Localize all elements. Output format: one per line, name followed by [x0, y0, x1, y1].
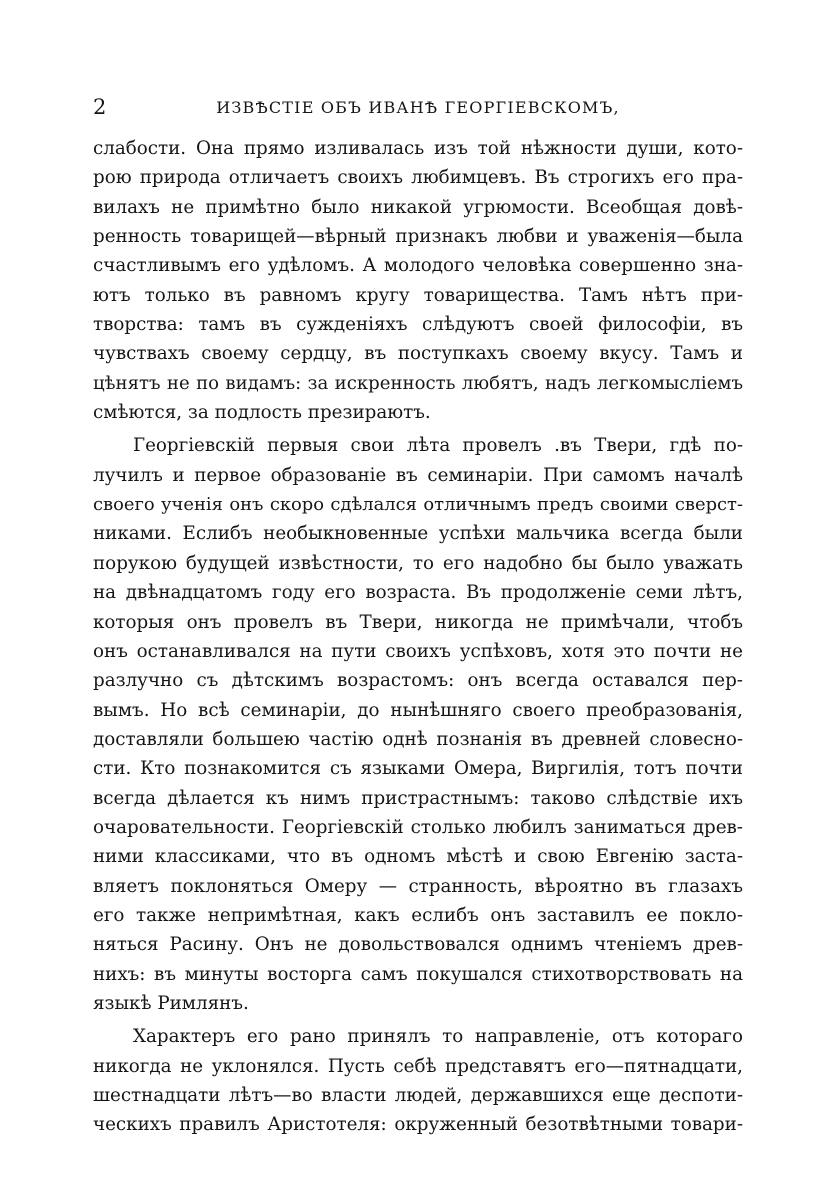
page-header	[93, 94, 743, 120]
text-line: своего ученія онъ скоро сдѣлался отличнымъ предъ своими сверст-	[93, 494, 743, 516]
text-line: цѣнятъ не по видамъ: за искренность любятъ, надъ легкомысліемъ	[93, 372, 743, 394]
text-line: рою природа отличаетъ своихъ любимцевъ. Въ строгихъ его пра-	[93, 167, 743, 189]
text-line: Характеръ его рано принялъ то направленіе, отъ котораго	[133, 1026, 743, 1048]
text-line: вымъ. Но всѣ семинаріи, до нынѣшняго своего преобразованія,	[93, 699, 743, 721]
text-line: счастливымъ его удѣломъ. А молодого человѣка совершенно зна-	[93, 255, 743, 277]
text-line: никогда не уклонялся. Пусть себѣ представятъ его—пятнадцати,	[93, 1055, 743, 1077]
text-line: шестнадцати лѣтъ—во власти людей, державшихся еще деспоти-	[93, 1085, 743, 1106]
page-number: 2	[93, 95, 107, 119]
text-line: ними классиками, что въ одномъ мѣстѣ и свою Евгенію заста-	[93, 846, 743, 868]
body-text	[93, 134, 743, 1140]
text-line: порукою будущей извѣстности, то его надобно бы было уважать	[93, 552, 743, 574]
text-line: никами. Еслибъ необыкновенные успѣхи мальчика всегда были	[93, 523, 743, 545]
text-line: ческихъ правилъ Аристотеля: окруженный безотвѣтными товари-	[93, 1114, 743, 1136]
text-line: Георгіевскій первыя свои лѣта провелъ .въ Твери, гдѣ по-	[133, 435, 743, 457]
running-title: ИЗВѢСТІЕ ОБЪ ИВАНѢ ГЕОРГІЕВСКОМЪ,	[216, 98, 620, 117]
text-line: нихъ: въ минуты восторга самъ покушался стихотворствовать на	[93, 963, 743, 985]
text-line: всегда дѣлается къ нимъ пристрастнымъ: таково слѣдствіе ихъ	[93, 787, 743, 809]
text-line: вилахъ не примѣтно было никакой угрюмости. Всеобщая довѣ-	[93, 196, 743, 218]
text-line: очаровательности. Георгіевскій столько любилъ заниматься древ-	[93, 816, 743, 838]
text-line: слабости. Она прямо изливалась изъ той нѣжности души, кото-	[93, 138, 743, 159]
text-line: которыя онъ провелъ въ Твери, никогда не примѣчали, чтобъ	[93, 611, 743, 633]
text-line: ютъ только въ равномъ кругу товарищества. Тамъ нѣтъ при-	[93, 284, 743, 306]
paragraph-1	[93, 134, 743, 427]
text-line: сти. Кто познакомится съ языками Омера, Виргилія, тотъ почти	[93, 758, 743, 780]
text-line: творства: тамъ въ сужденіяхъ слѣдуютъ своей философіи, въ	[93, 314, 743, 336]
paragraph-2	[93, 431, 743, 1018]
text-line: няться Расину. Онъ не довольствовался однимъ чтеніемъ древ-	[93, 934, 743, 956]
text-line: чувствахъ своему сердцу, въ поступкахъ своему вкусу. Тамъ и	[93, 343, 743, 365]
paragraph-3	[93, 1022, 743, 1139]
text-line: доставляли большею частію однѣ познанія въ древней словесно-	[93, 728, 743, 750]
text-line: его также непримѣтная, какъ еслибъ онъ заставилъ ее покло-	[93, 904, 743, 926]
text-line: лучилъ и первое образованіе въ семинаріи. При самомъ началѣ	[93, 464, 743, 486]
text-line: ренность товарищей—вѣрный признакъ любви и уваженія—была	[93, 226, 743, 248]
text-line: онъ останавливался на пути своихъ успѣховъ, хотя это почти не	[93, 640, 743, 662]
text-line: смѣются, за подлость презираютъ.	[93, 402, 431, 424]
text-line: на двѣнадцатомъ году его возраста. Въ продолженіе семи лѣтъ,	[93, 582, 743, 604]
text-line: языкѣ Римлянъ.	[93, 992, 249, 1014]
text-line: вляетъ поклоняться Омеру — странность, вѣроятно въ глазахъ	[93, 875, 743, 897]
text-line: разлучно съ дѣтскимъ возрастомъ: онъ всегда оставался пер-	[93, 670, 743, 692]
